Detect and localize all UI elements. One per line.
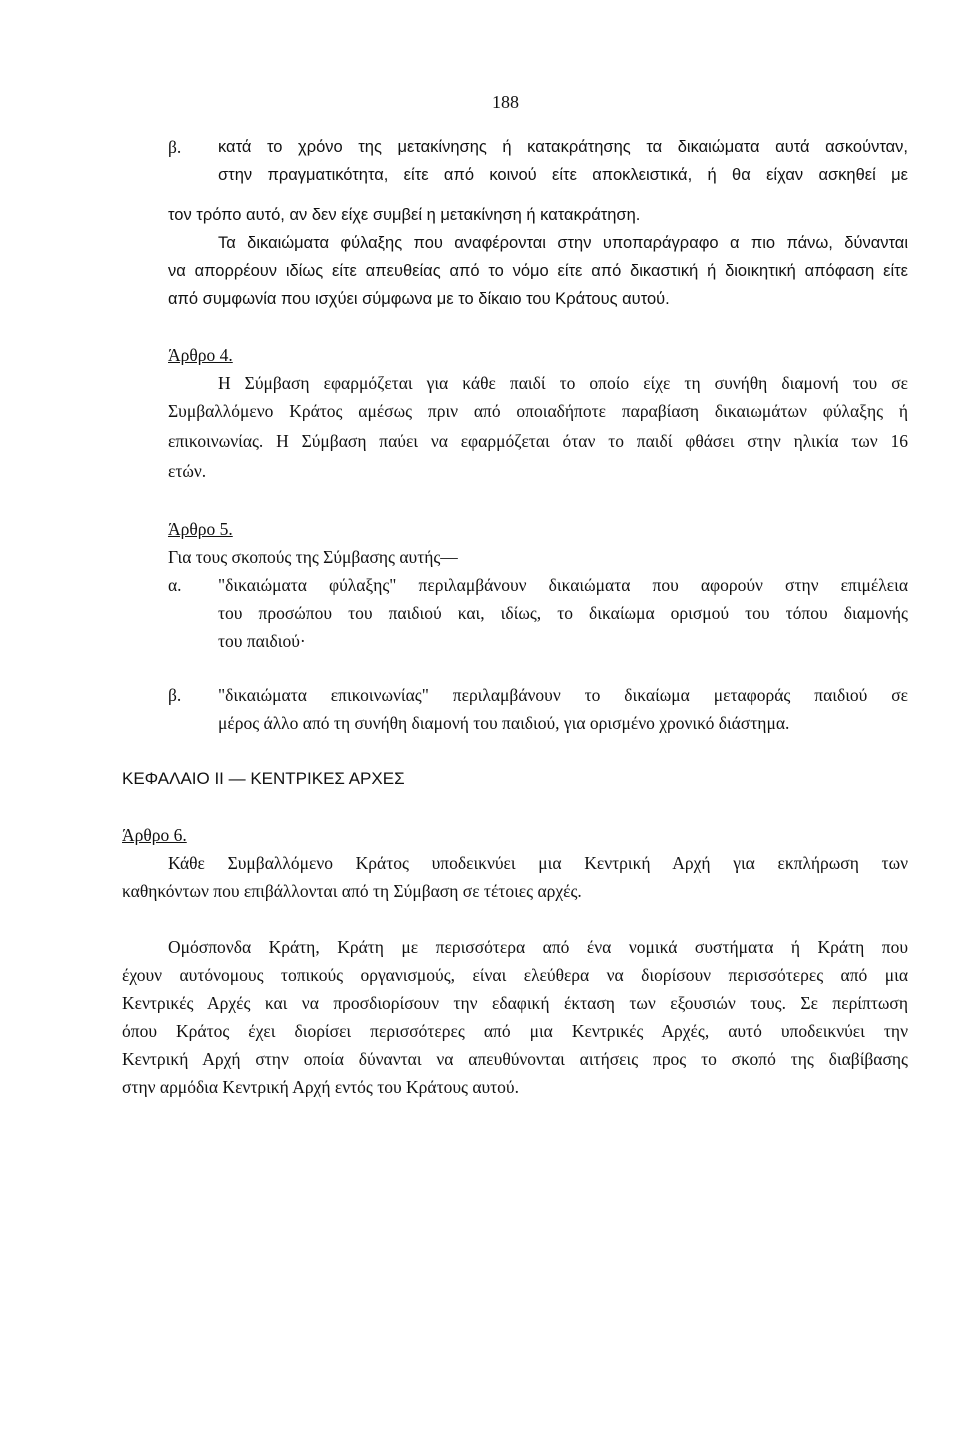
custody-paragraph-line: από συμφωνία που ισχύει σύμφωνα με το δίκαιο του Κράτους αυτού. [168,290,670,308]
article-4-line: ετών. [168,461,207,481]
chapter-title: ΚΕΦΑΛΑΙΟ ΙΙ — ΚΕΝΤΡΙΚΕΣ ΑΡΧΕΣ [122,769,405,788]
article-6-paragraph-line: Κεντρική Αρχή στην οποία δύνανται να απευθύνονται αιτήσεις προς το σκοπό της διαβίβασης [122,1049,908,1069]
article-6-paragraph-line: όπου Κράτος έχει διορίσει περισσότερες από μια Κεντρικές Αρχές, αυτό υποδεικνύει την [122,1021,908,1041]
article-5-heading: Άρθρο 5. [168,519,233,539]
article-5-item-b-line: "δικαιώματα επικοινωνίας" περιλαμβάνουν το δικαίωμα μεταφοράς παιδιού σε [218,685,908,705]
para-beta-line: τον τρόπο αυτό, αν δεν είχε συμβεί η μετακίνηση ή κατακράτηση. [168,206,641,224]
article-5-item-a-label: α. [168,575,182,595]
article-6-line: Κάθε Συμβαλλόμενο Κράτος υποδεικνύει μια Κεντρική Αρχή για εκπλήρωση των [168,853,908,873]
article-5-item-a-line: "δικαιώματα φύλαξης" περιλαμβάνουν δικαιώματα που αφορούν στην επιμέλεια [218,575,908,595]
article-5-item-a-line: του παιδιού· [218,631,306,651]
para-beta-label: β. [168,137,182,157]
article-5-intro: Για τους σκοπούς της Σύμβασης αυτής— [168,547,458,567]
para-beta-line: στην πραγματικότητα, είτε από κοινού είτε αποκλειστικά, ή θα είχαν ασκηθεί με [218,166,908,184]
article-6-paragraph-line: στην αρμόδια Κεντρική Αρχή εντός του Κράτους αυτού. [122,1077,519,1097]
article-4-line: Συμβαλλόμενο Κράτος αμέσως πριν από οποιαδήποτε παραβίαση δικαιωμάτων φύλαξης ή [168,401,908,421]
para-beta-line: κατά το χρόνο της μετακίνησης ή κατακράτησης τα δικαιώματα αυτά ασκούνταν, [218,138,908,156]
article-6-line: καθηκόντων που επιβάλλονται από τη Σύμβαση σε τέτοιες αρχές. [122,881,582,901]
article-6-paragraph-line: έχουν αυτόνομους τοπικούς οργανισμούς, είναι ελεύθερα να διορίσουν περισσότερες από μια [122,965,908,985]
custody-paragraph-line: Τα δικαιώματα φύλαξης που αναφέρονται στην υποπαράγραφο α πιο πάνω, δύνανται [218,234,908,252]
article-6-heading: Άρθρο 6. [122,825,187,845]
article-6-paragraph-line: Κεντρικές Αρχές και να προσδιορίσουν την εδαφική έκταση των εξουσιών τους. Σε περίπτωση [122,993,908,1013]
article-4-line: επικοινωνίας. Η Σύμβαση παύει να εφαρμόζεται όταν το παιδί φθάσει στην ηλικία των 16 [168,431,908,451]
page-number: 188 [492,92,519,112]
article-4-line: Η Σύμβαση εφαρμόζεται για κάθε παιδί το οποίο είχε τη συνήθη διαμονή του σε [218,373,908,393]
custody-paragraph-line: να απορρέουν ιδίως είτε απευθείας από το νόμο είτε από δικαστική ή διοικητική απόφαση είτε [168,262,908,280]
article-5-item-b-label: β. [168,685,182,705]
article-4-heading: Άρθρο 4. [168,345,233,365]
article-5-item-a-line: του προσώπου του παιδιού και, ιδίως, το δικαίωμα ορισμού του τόπου διαμονής [218,603,908,623]
article-5-item-b-line: μέρος άλλο από τη συνήθη διαμονή του παιδιού, για ορισμένο χρονικό διάστημα. [218,713,790,733]
article-6-paragraph-line: Ομόσπονδα Κράτη, Κράτη με περισσότερα από ένα νομικά συστήματα ή Κράτη που [168,937,908,957]
